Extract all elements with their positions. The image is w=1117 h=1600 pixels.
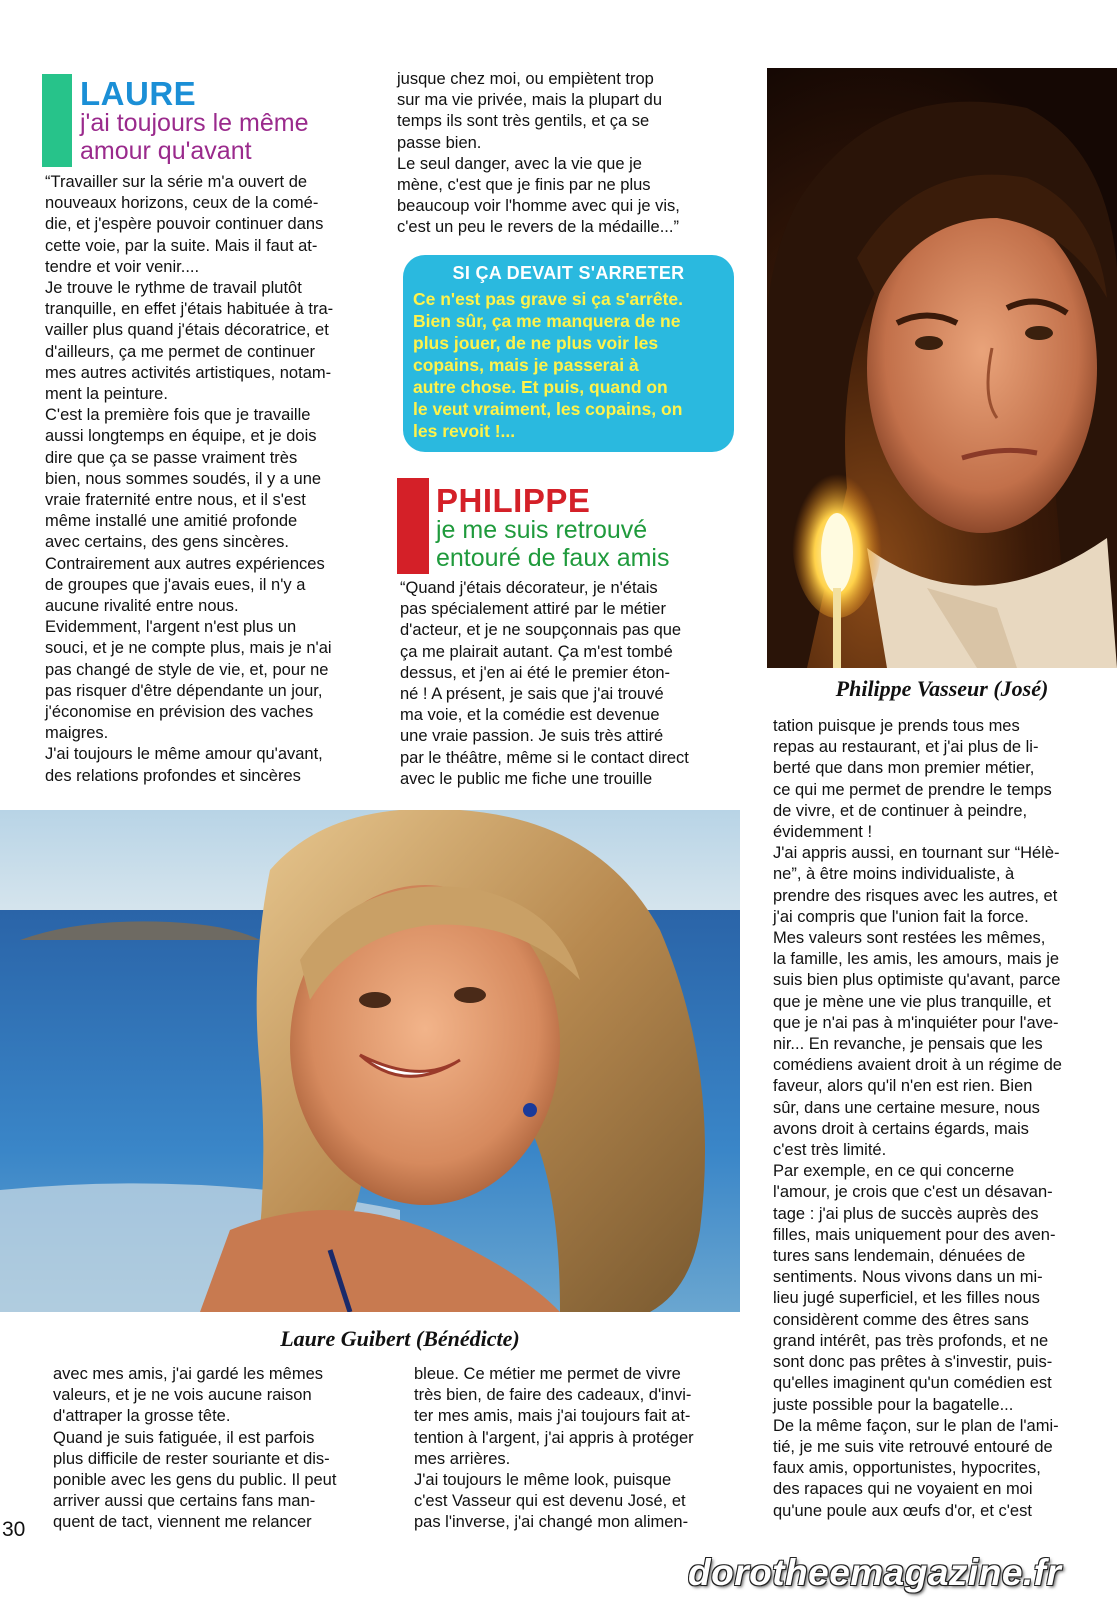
laure-col1-text: “Travailler sur la série m'a ouvert de nouveaux horizons, ceux de la comé- die, et j'espère pouvoir continuer dans cette voie, par la suite. Mais il faut at- tendre et voir venir.... Je trouve le rythme de travail plutôt tranquille, en effet j'étais habituée à tra- vailler plus quand j'étais décoratrice, et d'ailleurs, ça me permet de continuer mes autres activités artistiques, notam- ment la peinture. C'est la première fois que je travaille aussi longtemps en équipe, et je dois dire que ça se passe vraiment très bien, nous sommes soudés, il y a une vraie fraternité entre nous, et il s'est même installé une amitié profonde avec certains, des gens sincères. Contrairement aux autres expériences de groupes que j'avais eues, il n'y a aucune rivalité entre nous. Evidemment, l'argent n'est plus un souci, et je ne compte plus, mais je n'ai pas changé de style de vie, et, pour ne pas risquer d'être dépendante un jour, j'économise en prévision des vaches maigres. J'ai toujours le même amour qu'avant, des relations profondes et sincères [45,173,334,785]
philippe-bottom-text: bleue. Ce métier me permet de vivre très bien, de faire des cadeaux, d'invi- ter mes amis, mais j'ai toujours fait at- tention à l'argent, j'ai appris à protéger mes arrières. J'ai toujours le même look, puisque c'est Vasseur qui est devenu José, et pas l'inverse, j'ai changé mon alimen- [414,1365,694,1532]
sidebar-box [403,255,734,452]
philippe-heading-subtitle: je me suis retrouvé entouré de faux amis [436,516,670,572]
laure-heading-bar [42,74,72,167]
philippe-photo-caption: Philippe Vasseur (José) [835,676,1049,701]
laure-heading-name: LAURE [80,75,197,112]
philippe-portrait-image [767,68,1117,668]
philippe-interview-column-2 [400,578,740,790]
page-number: 30 [2,1518,26,1541]
philippe-col2-text: “Quand j'étais décorateur, je n'étais pas spécialement attiré par le métier d'acteur, et je ne soupçonnais pas que ça me plairait autant. Ça m'est tombé dessus, et j'en ai été le premier éton- né ! A présent, je sais que j'ai trouvé ma voie, et la comédie est devenue une vraie passion. Je suis très attiré par le théâtre, même si le contact direct avec le public me fiche une trouille [400,579,689,788]
laure-interview-column-2 [397,69,737,239]
philippe-heading-name: PHILIPPE [436,482,591,519]
laure-interview-column-1 [45,172,380,787]
laure-col2-text: jusque chez moi, ou empiètent trop sur ma vie privée, mais la plupart du temps ils sont très gentils, et ça se passe bien. Le seul danger, avec la vie que je mène, c'est que je finis par ne plus beaucoup voir l'homme avec qui je vis, c'est un peu le revers de la médaille...” [397,70,680,237]
philippe-photo [767,68,1117,668]
watermark: dorotheemagazine.fr [688,1552,1062,1593]
laure-interview-bottom [53,1364,388,1534]
philippe-col3-text: tation puisque je prends tous mes repas au restaurant, et j'ai plus de li- berté que dans mon premier métier, ce qui me permet de prendre le temps de vivre, et de continuer à peindre, évidemment ! J'ai appris aussi, en tournant sur “Hélè- ne”, à être moins individualiste, à prendre des risques avec les autres, et j'ai compris que l'union fait la force. Mes valeurs sont restées les mêmes, la famille, les amis, les amours, mais je suis bien plus optimiste qu'avant, parce que je mène une vie plus tranquille, et que je n'ai pas à m'inquiéter pour l'ave- nir... En revanche, je pensais que les comédiens avaient droit à un régime de faveur, alors qu'il n'en est rien. Bien sûr, dans une certaine mesure, nous avons droit à certains égards, mais c'est très limité. Par exemple, en ce qui concerne l'amour, je crois que c'est un désavan- tage : j'ai plus de succès auprès des filles, mais uniquement pour des aven- tures sans lendemain, dénuées de sentiments. Nous vivons dans un mi- lieu jugé superficiel, et les filles nous considèrent comme des êtres sans grand intérêt, pas très profonds, et ne sont donc pas prêtes à s'investir, puis- qu'elles imaginent qu'un comédien est juste possible pour la bagatelle... De la même façon, sur le plan de l'ami- tié, je me suis vite retrouvé entouré de faux amis, opportunistes, hypocrites, des rapaces qui ne voyaient en moi qu'une poule aux œufs d'or, et c'est [773,717,1062,1520]
sidebar-box-title: SI ÇA DEVAIT S'ARRETER [452,263,685,283]
laure-heading-subtitle: j'ai toujours le même amour qu'avant [80,109,309,165]
laure-photo-caption: Laure Guibert (Bénédicte) [280,1326,520,1351]
laure-photo [0,810,740,1312]
laure-bottom-text: avec mes amis, j'ai gardé les mêmes valeurs, et je ne vois aucune raison d'attraper la grosse tête. Quand je suis fatiguée, il est parfois plus difficile de rester souriante et dis- ponible avec les gens du public. Il peut arriver aussi que certains fans man- quent de tact, viennent me relancer [53,1365,337,1532]
sidebar-box-body: Ce n'est pas grave si ça s'arrête. Bien sûr, ça me manquera de ne plus jouer, de ne plus voir les copains, mais je passerai à autre chose. Et puis, quand on le veut vraiment, les copains, on les revoit !... [413,289,684,441]
philippe-interview-column-3 [773,716,1111,1522]
philippe-heading-bar [397,478,429,574]
philippe-interview-bottom [414,1364,749,1534]
laure-portrait-image [0,810,740,1312]
